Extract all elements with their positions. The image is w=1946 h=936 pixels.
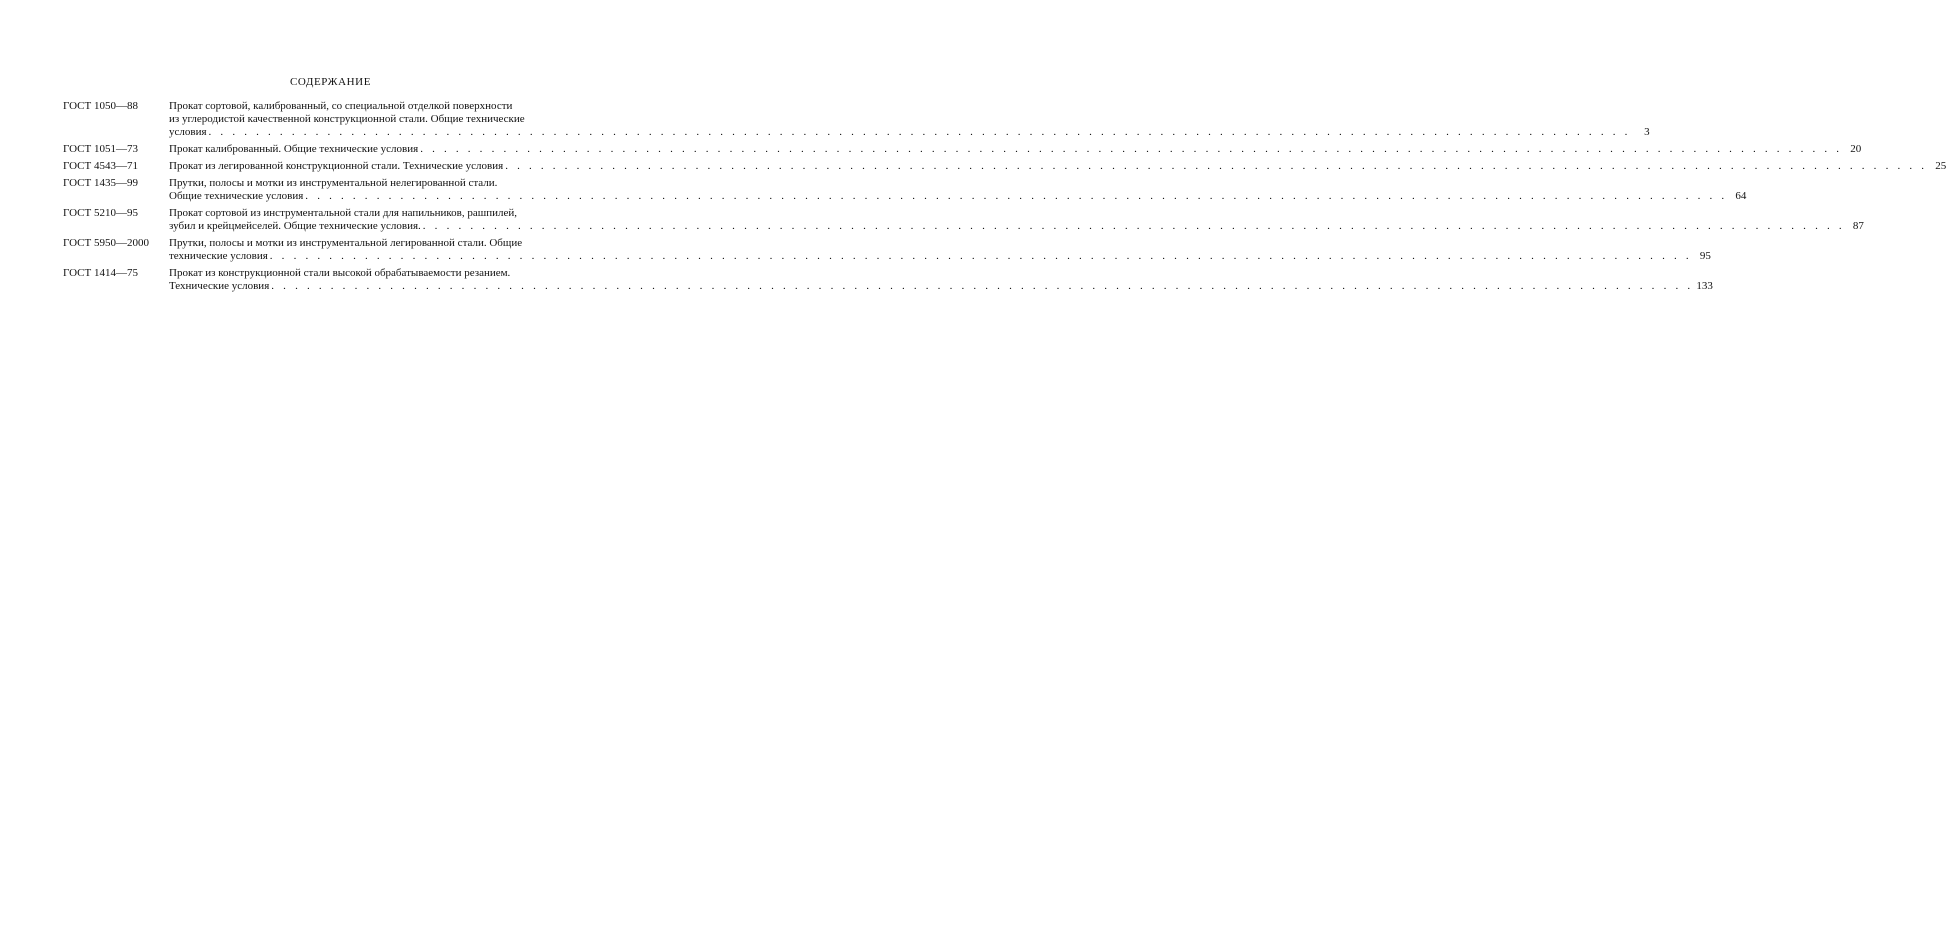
toc-entry-last-line: [169, 160, 1946, 173]
toc-entry-line: Прокат сортовой из инструментальной стали для напильников, рашпилей,: [169, 207, 518, 219]
toc-entry-line: зубил и крейцмейселей. Общие технические условия.: [169, 220, 421, 232]
toc-entry[interactable]: [63, 237, 1711, 263]
toc-entry[interactable]: [63, 177, 1747, 203]
toc-entry-page-number: 95: [1699, 250, 1711, 262]
toc-entry-page-number: 87: [1852, 220, 1864, 232]
toc-entry-description: [169, 177, 1747, 203]
dot-leader: . . . . . . . . . . . . . . . . . . . . . . . . . . . . . . . . . . . . . . . . . . . . . . . . . . . . . . . . . . . . . . . . . . . . . . . . . . . . . . . . . . . . . . . . . . . . . . . . . . . . . . . . . . . . . . . . . . . . . . . .: [305, 190, 1728, 202]
toc-entry-last-line: [169, 280, 1713, 293]
toc-entry-code: ГОСТ 4543—71: [63, 160, 138, 172]
toc-entry-code: ГОСТ 1435—99: [63, 177, 138, 189]
toc-entry-line: Общие технические условия: [169, 190, 304, 202]
toc-entry[interactable]: [63, 267, 1713, 293]
toc-entry-description: [169, 143, 1862, 156]
dot-leader: . . . . . . . . . . . . . . . . . . . . . . . . . . . . . . . . . . . . . . . . . . . . . . . . . . . . . . . . . . . . . . . . . . . . . . . . . . . . . . . . . . . . . . . . . . . . . . . . . . . . . . . . . . . . . . . . . . . . . . . .: [269, 250, 1692, 262]
toc-entry-code: ГОСТ 5210—95: [63, 207, 138, 219]
table-of-contents: [63, 100, 1946, 297]
dot-leader: . . . . . . . . . . . . . . . . . . . . . . . . . . . . . . . . . . . . . . . . . . . . . . . . . . . . . . . . . . . . . . . . . . . . . . . . . . . . . . . . . . . . . . . . . . . . . . . . . . . . . . . . . . . . . . . . . . . . . . . .: [208, 126, 1631, 138]
toc-entry-code: ГОСТ 1414—75: [63, 267, 138, 279]
toc-title: СОДЕРЖАНИЕ: [289, 76, 372, 88]
toc-entry-line: Прокат сортовой, калиброванный, со специальной отделкой поверхности: [169, 100, 513, 112]
toc-entry[interactable]: [63, 207, 1864, 233]
toc-entry-page-number: 133: [1696, 280, 1713, 292]
dot-leader: . . . . . . . . . . . . . . . . . . . . . . . . . . . . . . . . . . . . . . . . . . . . . . . . . . . . . . . . . . . . . . . . . . . . . . . . . . . . . . . . . . . . . . . . . . . . . . . . . . . . . . . . . . . . . . . . . . . . . . . .: [505, 160, 1928, 172]
toc-entry-last-line: [169, 126, 1650, 139]
toc-entry-line: Прутки, полосы и мотки из инструментальной легированной стали. Общие: [169, 237, 523, 249]
toc-entry-last-line: [169, 143, 1862, 156]
toc-entry-page-number: 25: [1935, 160, 1946, 172]
toc-entry-line: Прутки, полосы и мотки из инструментальной нелегированной стали.: [169, 177, 498, 189]
toc-entry-line: технические условия: [169, 250, 268, 262]
toc-entry-description: [169, 160, 1946, 173]
dot-leader: . . . . . . . . . . . . . . . . . . . . . . . . . . . . . . . . . . . . . . . . . . . . . . . . . . . . . . . . . . . . . . . . . . . . . . . . . . . . . . . . . . . . . . . . . . . . . . . . . . . . . . . . . . . . . . . . . . . . . . . .: [420, 143, 1843, 155]
toc-entry-line: Прокат из легированной конструкционной стали. Технические условия: [169, 160, 504, 172]
toc-entry-code: ГОСТ 1050—88: [63, 100, 138, 112]
toc-entry-page-number: 3: [1644, 126, 1650, 138]
toc-entry[interactable]: [63, 160, 1946, 173]
toc-entry-description: [169, 267, 1713, 293]
toc-entry[interactable]: [63, 100, 1650, 139]
toc-entry-description: [169, 100, 1650, 139]
toc-entry-last-line: [169, 190, 1747, 203]
toc-entry-description: [169, 237, 1711, 263]
toc-entry-last-line: [169, 250, 1711, 263]
toc-entry-line: условия: [169, 126, 207, 138]
toc-entry-code: ГОСТ 5950—2000: [63, 237, 149, 249]
toc-entry-last-line: [169, 220, 1864, 233]
toc-entry[interactable]: [63, 143, 1862, 156]
toc-entry-code: ГОСТ 1051—73: [63, 143, 138, 155]
toc-entry-page-number: 20: [1850, 143, 1862, 155]
toc-entry-line: из углеродистой качественной конструкционной стали. Общие технические: [169, 113, 525, 125]
dot-leader: . . . . . . . . . . . . . . . . . . . . . . . . . . . . . . . . . . . . . . . . . . . . . . . . . . . . . . . . . . . . . . . . . . . . . . . . . . . . . . . . . . . . . . . . . . . . . . . . . . . . . . . . . . . . . . . . . . . . . . . .: [422, 220, 1845, 232]
toc-entry-line: Технические условия: [169, 280, 270, 292]
toc-entry-page-number: 64: [1735, 190, 1747, 202]
toc-entry-line: Прокат калиброванный. Общие технические условия: [169, 143, 419, 155]
toc-entry-line: Прокат из конструкционной стали высокой обрабатываемости резанием.: [169, 267, 511, 279]
toc-entry-description: [169, 207, 1864, 233]
dot-leader: . . . . . . . . . . . . . . . . . . . . . . . . . . . . . . . . . . . . . . . . . . . . . . . . . . . . . . . . . . . . . . . . . . . . . . . . . . . . . . . . . . . . . . . . . . . . . . . . . . . . . . . . . . . . . . . . . . . . . . . .: [271, 280, 1694, 292]
